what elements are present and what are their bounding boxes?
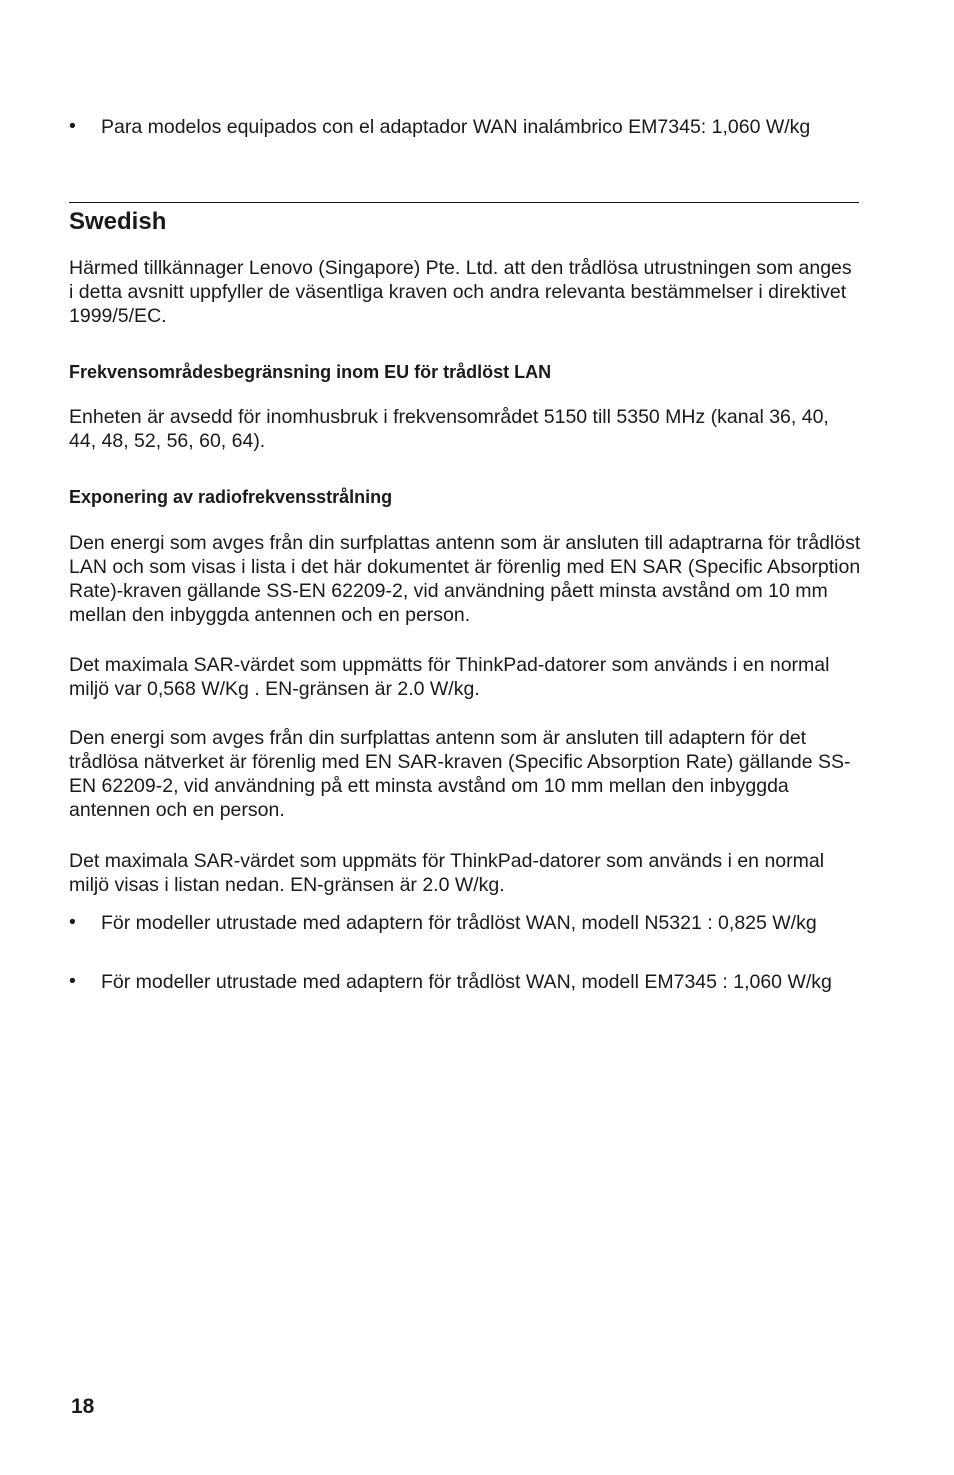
paragraph: Enheten är avsedd för inomhusbruk i frekvensområdet 5150 till 5350 MHz (kanal 36, 40, 44, 48, 52, 56, 60, 64).	[69, 406, 829, 452]
page-number: 18	[71, 1395, 95, 1418]
section-divider	[69, 202, 859, 203]
subsection-heading: Exponering av radiofrekvensstrålning	[69, 487, 393, 507]
list-item-text: För modeller utrustade med adaptern för trådlöst WAN, modell EM7345 : 1,060 W/kg	[101, 971, 832, 993]
section-title: Swedish	[69, 208, 167, 235]
list-item-text: För modeller utrustade med adaptern för trådlöst WAN, modell N5321 : 0,825 W/kg	[101, 912, 817, 934]
list-item-text: Para modelos equipados con el adaptador WAN inalámbrico EM7345: 1,060 W/kg	[101, 116, 811, 138]
bullet-marker: •	[69, 911, 76, 933]
bullet-marker: •	[69, 970, 76, 992]
paragraph: Det maximala SAR-värdet som uppmäts för ThinkPad-datorer som används i en normal miljö visas i listan nedan. EN-gränsen är 2.0 W/kg.	[69, 850, 825, 896]
bullet-marker: •	[69, 115, 76, 137]
paragraph: Den energi som avges från din surfplattas antenn som är ansluten till adaptrarna för trådlöst LAN och som visas i lista i det här dokumentet är förenlig med EN SAR (Specific Absorption Rate)-kraven gällande SS-EN 62209-2, vid användning påett minsta avstånd om 10 mm mellan den inbyggda antennen och en person.	[69, 532, 861, 626]
intro-paragraph: Härmed tillkännager Lenovo (Singapore) Pte. Ltd. att den trådlösa utrustningen som anges i detta avsnitt uppfyller de väsentliga kraven och andra relevanta bestämmelser i direktivet 1999/5/EC.	[69, 257, 852, 327]
subsection-heading: Frekvensområdesbegränsning inom EU för trådlöst LAN	[69, 362, 552, 382]
paragraph: Det maximala SAR-värdet som uppmätts för ThinkPad-datorer som används i en normal miljö var 0,568 W/Kg . EN-gränsen är 2.0 W/kg.	[69, 654, 830, 700]
paragraph: Den energi som avges från din surfplattas antenn som är ansluten till adaptern för det trådlösa nätverket är förenlig med EN SAR-kraven (Specific Absorption Rate) gällande SS-EN 62209-2, vid användning på ett minsta avstånd om 10 mm mellan den inbyggda antennen och en person.	[69, 727, 851, 821]
